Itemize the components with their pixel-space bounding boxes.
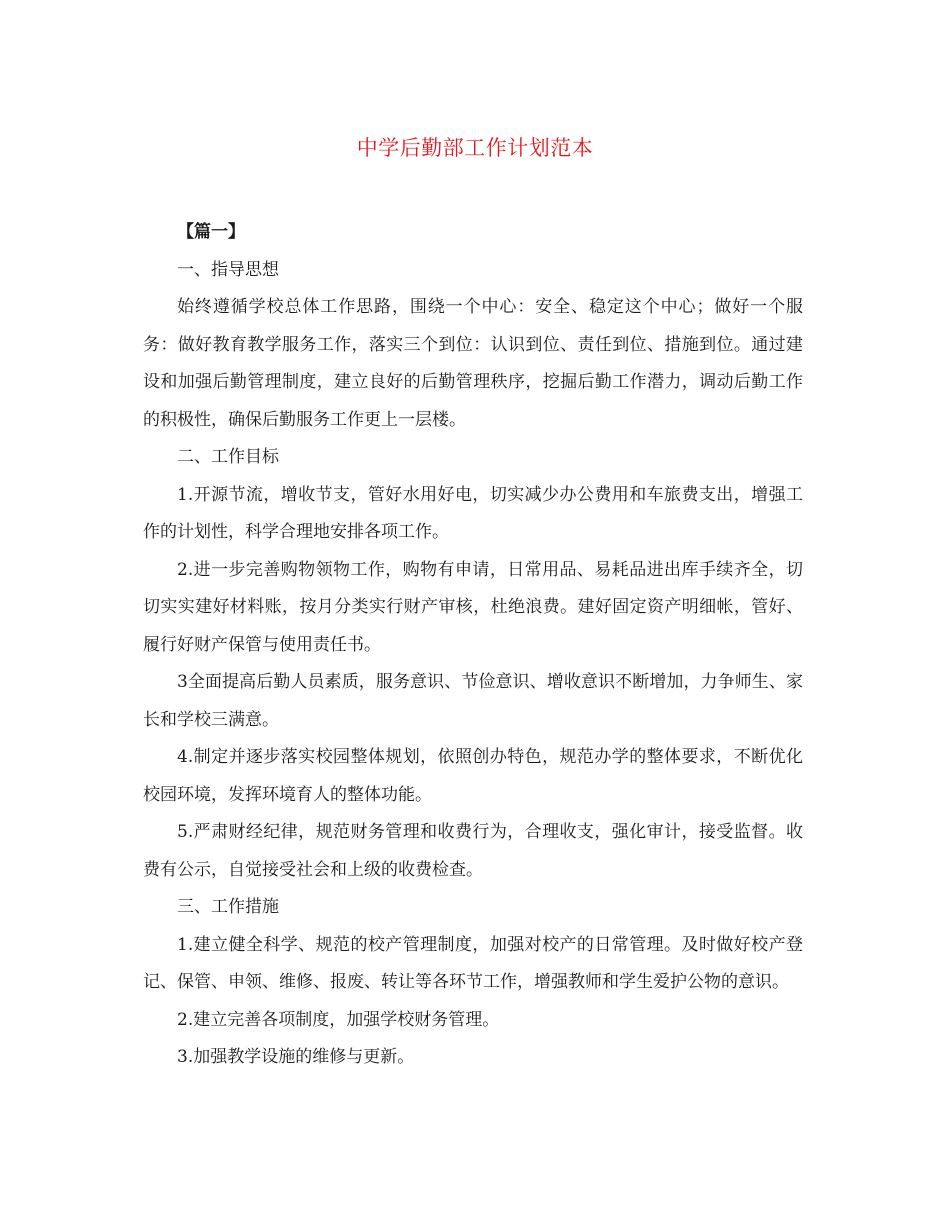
document-title: 中学后勤部工作计划范本 — [356, 136, 594, 160]
paragraph-guiding-thought: 始终遵循学校总体工作思路，围绕一个中心：安全、稳定这个中心；做好一个服务：做好教育教学服务工作，落实三个到位：认识到位、责任到位、措施到位。通过建设和加强后勤管理制度，建立良好的后勤管理秩序，挖掘后勤工作潜力，调动后勤工作的积极性，确保后勤服务工作更上一层楼。 — [143, 297, 803, 430]
heading-guiding-thought: 一、指导思想 — [177, 259, 279, 280]
goal-item-2: 2.进一步完善购物领物工作，购物有申请，日常用品、易耗品进出库手续齐全，切切实实建好材料账，按月分类实行财产审核，杜绝浪费。建好固定资产明细帐，管好、履行好财产保管与使用责任书。 — [143, 559, 803, 655]
measure-item-2: 2.建立完善各项制度，加强学校财务管理。 — [177, 1009, 500, 1030]
goal-item-3: 3全面提高后勤人员素质，服务意识、节俭意识、增收意识不断增加，力争师生、家长和学校三满意。 — [143, 672, 803, 730]
goal-item-4: 4.制定并逐步落实校园整体规划，依照创办特色，规范办学的整体要求，不断优化校园环境，发挥环境育人的整体功能。 — [143, 747, 803, 805]
goal-item-5: 5.严肃财经纪律，规范财务管理和收费行为，合理收支，强化审计，接受监督。收费有公示，自觉接受社会和上级的收费检查。 — [143, 822, 803, 880]
heading-work-goals: 二、工作目标 — [177, 447, 279, 467]
section-marker: 【篇一】 — [177, 222, 245, 242]
heading-work-measures: 三、工作措施 — [177, 897, 279, 917]
measure-item-3: 3.加强教学设施的维修与更新。 — [177, 1047, 415, 1067]
goal-item-1: 1.开源节流，增收节支，管好水用好电，切实减少办公费用和车旅费支出，增强工作的计划性，科学合理地安排各项工作。 — [143, 484, 803, 542]
measure-item-1: 1.建立健全科学、规范的校产管理制度，加强对校产的日常管理。及时做好校产登记、保管、申领、维修、报废、转让等各环节工作，增强教师和学生爱护公物的意识。 — [143, 934, 803, 992]
document-body — [143, 214, 803, 1077]
